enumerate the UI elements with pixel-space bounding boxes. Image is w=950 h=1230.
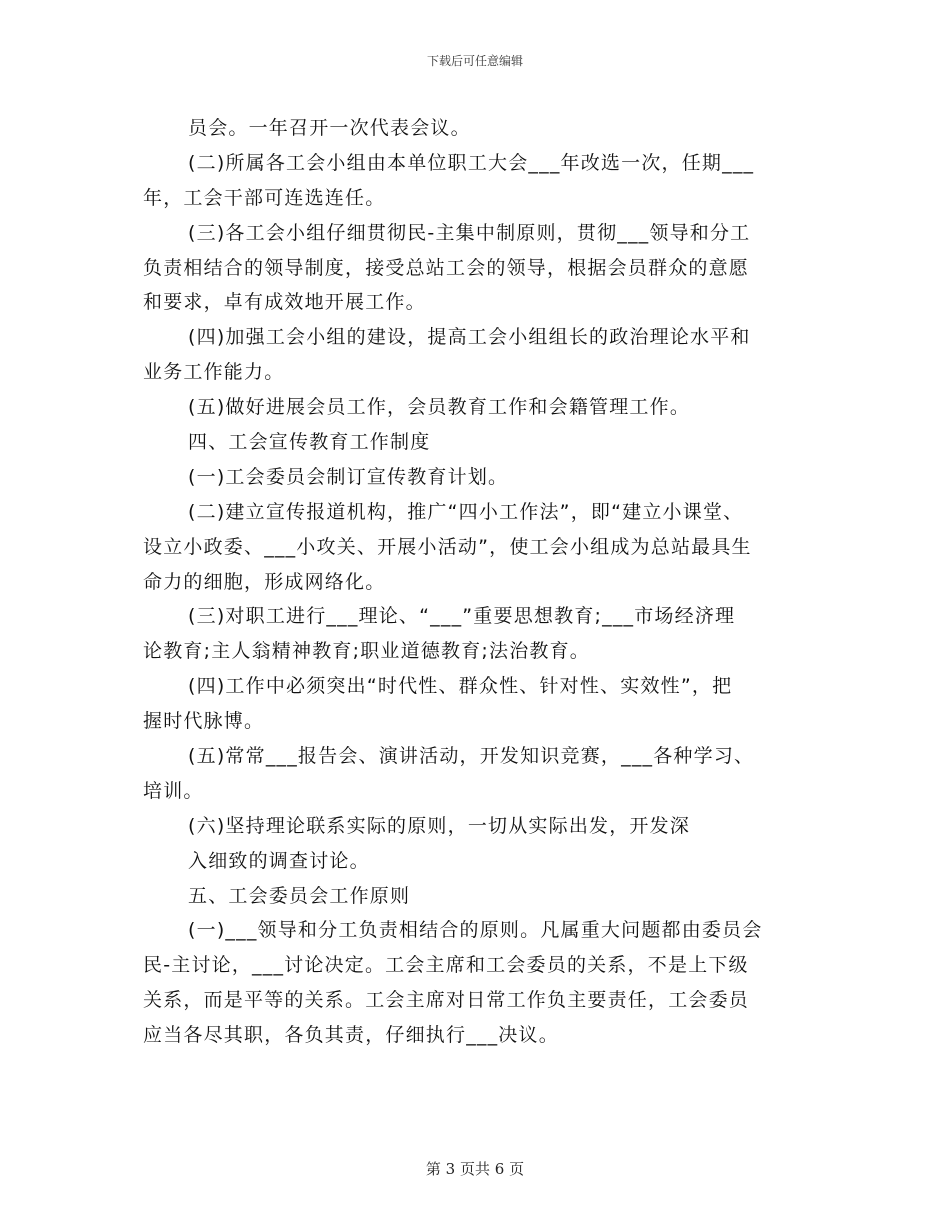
text-line: 四、工会宣传教育工作制度: [188, 431, 431, 454]
text-line: (三)对职工进行___理论、“___”重要思想教育;___市场经济理: [188, 605, 736, 628]
text-line: 五、工会委员会工作原则: [188, 884, 411, 907]
text-line: 应当各尽其职，各负其责，仔细执行___决议。: [143, 1024, 559, 1047]
text-line: (一)工会委员会制订宣传教育计划。: [188, 465, 509, 488]
text-line: 年，工会干部可连选连任。: [143, 186, 386, 209]
text-line: (二)所属各工会小组由本单位职工大会___年改选一次，任期___: [188, 151, 755, 174]
text-line: 培训。: [143, 779, 204, 802]
text-line: 设立小政委、___小攻关、开展小活动”，使工会小组成为总站最具生: [143, 535, 752, 558]
text-line: (四)工作中必须突出“时代性、群众性、针对性、实效性”，把: [188, 675, 733, 698]
page-number: 第 3 页共 6 页: [425, 1160, 525, 1178]
text-line: 和要求，卓有成效地开展工作。: [143, 291, 426, 314]
text-line: 员会。一年召开一次代表会议。: [188, 117, 471, 139]
text-line: (五)常常___报告会、演讲活动，开发知识竞赛，___各种学习、: [188, 745, 755, 768]
text-line: (五)做好进展会员工作，会员教育工作和会籍管理工作。: [188, 396, 691, 419]
text-line: (三)各工会小组仔细贯彻民-主集中制原则，贯彻___领导和分工: [188, 221, 751, 244]
text-line: 民-主讨论，___讨论决定。工会主席和工会委员的关系，不是上下级: [143, 954, 749, 977]
text-line: (二)建立宣传报道机构，推广“四小工作法”，即“建立小课堂、: [188, 500, 744, 523]
text-line: 关系，而是平等的关系。工会主席对日常工作负主要责任，工会委员: [143, 989, 750, 1012]
text-line: 入细致的调查讨论。: [188, 849, 370, 872]
text-line: 命力的细胞，形成网络化。: [143, 570, 386, 593]
document-body: [143, 111, 813, 1053]
text-line: (四)加强工会小组的建设，提高工会小组组长的政治理论水平和: [188, 326, 751, 349]
text-line: 论教育;主人翁精神教育;职业道德教育;法治教育。: [143, 640, 591, 663]
text-line: 负责相结合的领导制度，接受总站工会的领导，根据会员群众的意愿: [143, 256, 750, 279]
page-header: 下载后可任意编辑: [426, 54, 523, 68]
text-line: 握时代脉博。: [143, 710, 265, 733]
text-line: (一)___领导和分工负责相结合的原则。凡属重大问题都由委员会: [188, 919, 763, 942]
text-line: 业务工作能力。: [143, 361, 285, 384]
text-line: (六)坚持理论联系实际的原则，一切从实际出发，开发深: [188, 814, 691, 837]
